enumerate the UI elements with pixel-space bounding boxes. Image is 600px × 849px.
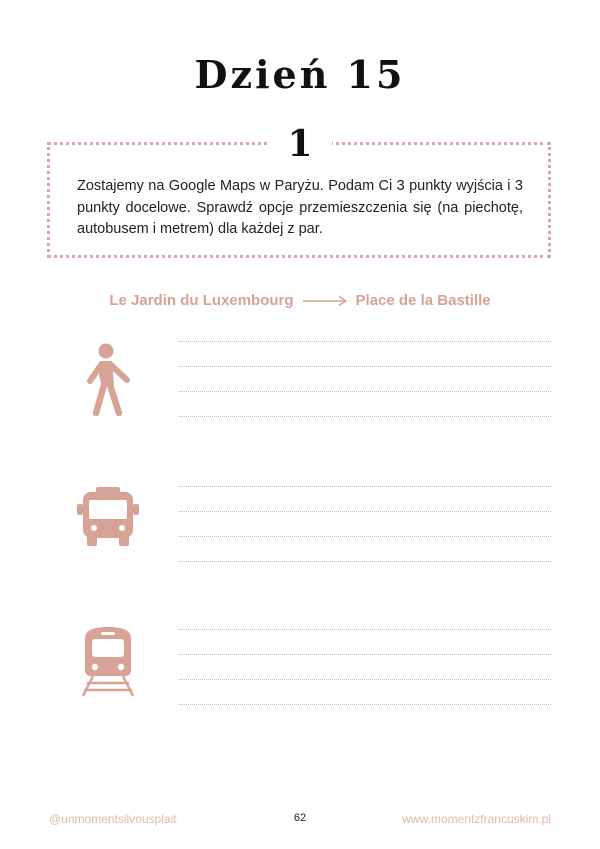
bus-icon	[77, 487, 139, 547]
walking-person-icon	[84, 343, 132, 417]
route-to: Place de la Bastille	[355, 292, 491, 309]
task-instructions: Zostajemy na Google Maps w Paryżu. Podam Ci 3 punkty wyjścia i 3 punkty docelowe. Sprawdź opcje przemieszczenia się (na piechotę, autobusem i metrem) dla każdej z par.	[77, 178, 523, 237]
answer-line[interactable]	[179, 704, 551, 705]
answer-line[interactable]	[179, 679, 551, 680]
page-title: Dzień 15	[194, 52, 406, 97]
answer-line[interactable]	[179, 416, 551, 417]
task-number: 1	[268, 122, 332, 166]
answer-line[interactable]	[179, 536, 551, 537]
answer-line[interactable]	[179, 629, 551, 630]
bus-answer-lines	[179, 486, 551, 586]
page-number: 62	[293, 812, 307, 824]
answer-line[interactable]	[179, 366, 551, 367]
footer-website: www.momentzfrancuskim.pl	[402, 812, 551, 826]
route-from: Le Jardin du Luxembourg	[109, 292, 294, 309]
metro-answer-lines	[179, 629, 551, 729]
arrow-right-icon	[302, 295, 348, 307]
answer-line[interactable]	[179, 486, 551, 487]
answer-line[interactable]	[179, 511, 551, 512]
answer-line[interactable]	[179, 341, 551, 342]
answer-line[interactable]	[179, 561, 551, 562]
footer-instagram-handle: @unmomentsilvousplait	[49, 812, 177, 826]
answer-line[interactable]	[179, 654, 551, 655]
answer-line[interactable]	[179, 391, 551, 392]
metro-train-icon	[79, 624, 137, 698]
route-heading	[0, 292, 600, 309]
walk-answer-lines	[179, 341, 551, 441]
